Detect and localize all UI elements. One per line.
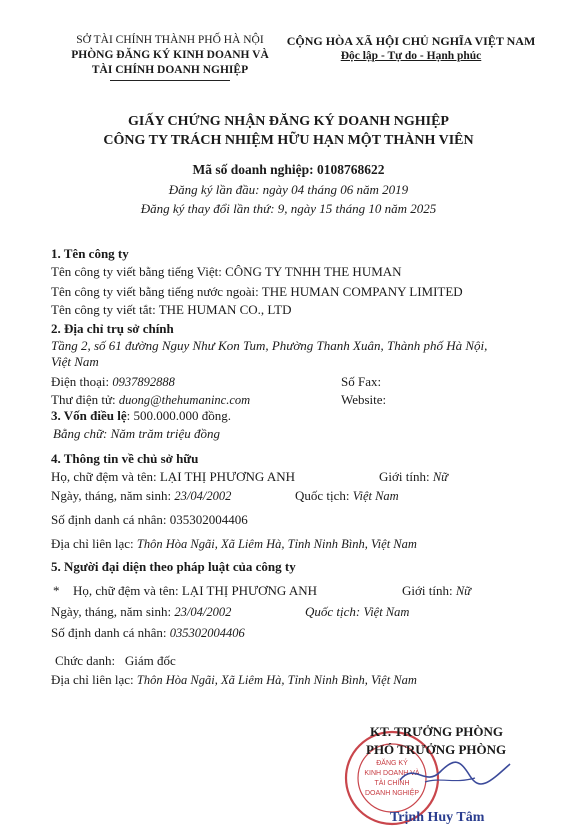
amendment-info: Đăng ký thay đổi lần thứ: 9, ngày 15 tháng 10 năm 2025 [140, 201, 437, 216]
first-registration-date: Đăng ký lần đầu: ngày 04 tháng 06 năm 2019 [168, 182, 409, 197]
owner-name-row [51, 469, 295, 485]
charter-capital: : 500.000.000 đồng. [126, 408, 231, 423]
website-label: Website: [341, 392, 387, 407]
rep-name-label: Họ, chữ đệm và tên: [73, 583, 179, 598]
rep-gender-label: Giới tính: [402, 583, 453, 598]
rep-id-label: Số định danh cá nhân: [51, 625, 167, 640]
country-name: CỘNG HÒA XÃ HỘI CHỦ NGHĨA VIỆT NAM [286, 34, 536, 48]
section-4-heading: 4. Thông tin về chủ sở hữu [51, 451, 199, 466]
document-title: GIẤY CHỨNG NHẬN ĐĂNG KÝ DOANH NGHIỆP [128, 114, 449, 129]
owner-contact-row [51, 536, 417, 552]
owner-name-value: LẠI THỊ PHƯƠNG ANH [159, 469, 296, 484]
rep-nationality-label: Quốc tịch: [305, 604, 361, 619]
owner-contact-label: Địa chỉ liên lạc: [51, 536, 134, 551]
rep-id-value: 035302004406 [169, 626, 245, 640]
rep-name-row [73, 583, 317, 599]
section-3-row [51, 408, 231, 424]
rep-nationality-row [305, 604, 409, 620]
owner-nationality-row [295, 488, 399, 504]
rep-position-row [55, 653, 176, 669]
rep-name-value: LẠI THỊ PHƯƠNG ANH [181, 583, 318, 598]
owner-contact-value: Thôn Hòa Ngãi, Xã Liêm Hà, Tỉnh Ninh Bình, Việt Nam [136, 537, 417, 551]
motto: Độc lập - Tự do - Hạnh phúc [340, 50, 482, 62]
issuing-authority [40, 33, 300, 81]
signer-name: Trịnh Huy Tâm [390, 810, 485, 825]
rep-dob-label: Ngày, tháng, năm sinh: [51, 604, 172, 619]
owner-dob-label: Ngày, tháng, năm sinh: [51, 488, 172, 503]
owner-name-label: Họ, chữ đệm và tên: [51, 469, 157, 484]
owner-id-value: 035302004406 [169, 512, 248, 527]
company-name-vn: Tên công ty viết bằng tiếng Việt: CÔNG TY TNHH THE HUMAN [51, 264, 402, 279]
capital-in-words: Bằng chữ: Năm trăm triệu đồng [53, 426, 221, 441]
authority-underline [110, 80, 230, 81]
rep-position-value: Giám đốc [124, 653, 176, 668]
rep-gender-row [402, 583, 471, 599]
svg-text:ĐĂNG KÝ: ĐĂNG KÝ [376, 760, 408, 767]
authority-line-3: TÀI CHÍNH DOANH NGHIỆP [91, 64, 249, 76]
rep-contact-value: Thôn Hòa Ngãi, Xã Liêm Hà, Tỉnh Ninh Bình, Việt Nam [136, 673, 417, 687]
rep-contact-row [51, 672, 417, 688]
owner-id-label: Số định danh cá nhân: [51, 512, 167, 527]
company-type-title: CÔNG TY TRÁCH NHIỆM HỮU HẠN MỘT THÀNH VIÊN [103, 133, 474, 148]
svg-text:TÀI CHÍNH: TÀI CHÍNH [374, 780, 410, 787]
rep-bullet: * [53, 583, 60, 598]
owner-gender-value: Nữ [432, 470, 448, 484]
fax-label: Số Fax: [341, 374, 382, 389]
national-motto [280, 34, 542, 64]
handwritten-signature [395, 752, 515, 792]
owner-id-row [51, 512, 248, 528]
owner-dob-row [51, 488, 231, 504]
signature-line-2: PHÓ TRƯỞNG PHÒNG [366, 742, 507, 757]
rep-dob-row [51, 604, 231, 620]
phone-label: Điện thoại: [51, 374, 110, 389]
rep-id-row [51, 625, 245, 641]
owner-gender-row [379, 469, 448, 485]
authority-line-2: PHÒNG ĐĂNG KÝ KINH DOANH VÀ [71, 49, 269, 61]
phone-row [51, 374, 175, 390]
signature-line-1: KT. TRƯỞNG PHÒNG [370, 724, 504, 739]
tax-code: Mã số doanh nghiệp: 0108768622 [192, 162, 385, 177]
owner-dob-value: 23/04/2002 [174, 489, 232, 503]
email-label: Thư điện tử: [51, 392, 116, 407]
owner-gender-label: Giới tính: [379, 469, 430, 484]
rep-position-label: Chức danh: [55, 653, 116, 668]
company-short-name: Tên công ty viết tắt: THE HUMAN CO., LTD [51, 302, 292, 317]
head-office-address-line-1: Tầng 2, số 61 đường Nguy Như Kon Tum, Phường Thanh Xuân, Thành phố Hà Nội, [51, 338, 488, 353]
svg-text:DOANH NGHIỆP: DOANH NGHIỆP [364, 790, 420, 797]
rep-gender-value: Nữ [455, 584, 471, 598]
section-2-heading: 2. Địa chỉ trụ sở chính [51, 321, 174, 336]
owner-nationality-label: Quốc tịch: [295, 488, 350, 503]
company-name-foreign: Tên công ty viết bằng tiếng nước ngoài: THE HUMAN COMPANY LIMITED [51, 284, 463, 299]
rep-nationality-value: Việt Nam [363, 605, 410, 619]
section-5-heading: 5. Người đại diện theo pháp luật của công ty [51, 559, 296, 574]
authority-line-1: SỞ TÀI CHÍNH THÀNH PHỐ HÀ NỘI [76, 34, 264, 46]
email-value: duong@thehumaninc.com [118, 393, 251, 407]
rep-contact-label: Địa chỉ liên lạc: [51, 672, 134, 687]
section-1-heading: 1. Tên công ty [51, 246, 129, 261]
rep-dob-value: 23/04/2002 [174, 605, 232, 619]
email-row [51, 392, 250, 408]
svg-text:KINH DOANH VÀ: KINH DOANH VÀ [364, 770, 420, 777]
section-3-heading: 3. Vốn điều lệ [51, 408, 127, 423]
owner-nationality-value: Việt Nam [352, 489, 399, 503]
phone-value: 0937892888 [112, 375, 175, 389]
head-office-address-line-2: Việt Nam [51, 354, 99, 369]
